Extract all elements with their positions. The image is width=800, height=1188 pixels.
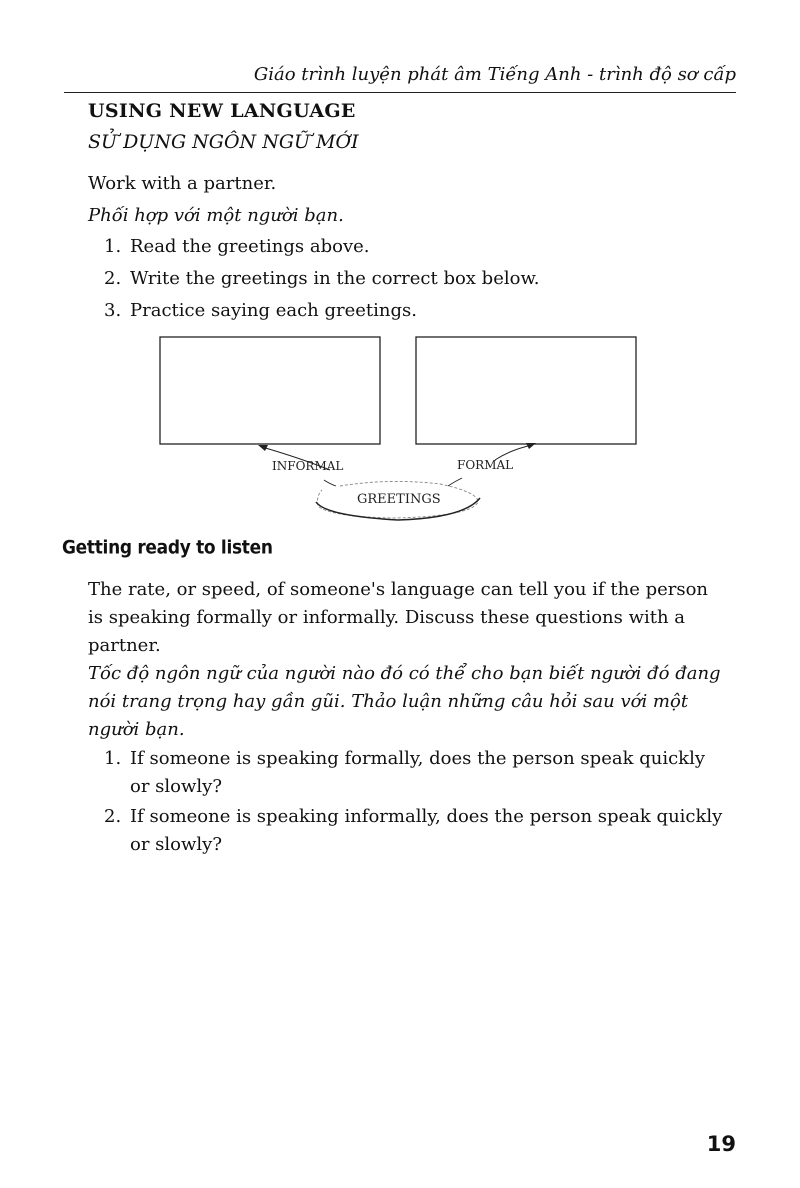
list-text: Practice saying each greetings. xyxy=(130,300,417,321)
page-number: 19 xyxy=(706,1132,736,1156)
greetings-label: GREETINGS xyxy=(357,492,441,507)
list-item xyxy=(104,265,539,293)
connector-right xyxy=(448,478,462,486)
question-line: or slowly? xyxy=(130,776,222,797)
list-item xyxy=(104,297,417,325)
informal-label: INFORMAL xyxy=(272,459,344,473)
formal-label: FORMAL xyxy=(457,458,514,472)
listen-paragraph-vi xyxy=(88,660,736,744)
paragraph-line: partner. xyxy=(88,635,161,656)
running-header: Giáo trình luyện phát âm Tiếng Anh - trình độ sơ cấp xyxy=(253,64,736,85)
informal-box xyxy=(160,337,380,444)
instruction: Work with a partner. xyxy=(88,173,277,194)
question-number: 2. xyxy=(104,806,122,827)
section-subtitle: SỬ DỤNG NGÔN NGỮ MỚI xyxy=(88,131,359,153)
section-heading-listen: Getting ready to listen xyxy=(62,537,273,559)
paragraph-line: nói trang trọng hay gần gũi. Thảo luận những câu hỏi sau với một xyxy=(88,691,689,712)
list-text: Write the greetings in the correct box below. xyxy=(130,268,540,289)
list-number: 2. xyxy=(104,268,122,289)
paragraph-line: Tốc độ ngôn ngữ của người nào đó có thể cho bạn biết người đó đang xyxy=(88,663,721,684)
listen-paragraph xyxy=(88,576,736,660)
connector-left xyxy=(324,480,336,486)
arrow-head-formal xyxy=(526,443,536,449)
list-item xyxy=(104,233,370,261)
question-item xyxy=(104,803,736,859)
question-line: If someone is speaking formally, does the person speak quickly xyxy=(130,748,705,769)
question-line: or slowly? xyxy=(130,834,222,855)
question-line: If someone is speaking informally, does the person speak quickly xyxy=(130,806,723,827)
instruction-vi: Phối hợp với một người bạn. xyxy=(88,205,344,226)
header-rule xyxy=(64,92,736,93)
arrow-head-informal xyxy=(258,445,268,451)
question-number: 1. xyxy=(104,748,122,769)
paragraph-line: The rate, or speed, of someone's language can tell you if the person xyxy=(88,579,709,600)
paragraph-line: is speaking formally or informally. Discuss these questions with a xyxy=(88,607,686,628)
list-text: Read the greetings above. xyxy=(130,236,370,257)
list-number: 3. xyxy=(104,300,122,321)
question-item xyxy=(104,745,736,801)
section-title: USING NEW LANGUAGE xyxy=(88,100,356,122)
formal-box xyxy=(416,337,636,444)
paragraph-line: người bạn. xyxy=(88,719,185,740)
list-number: 1. xyxy=(104,236,122,257)
greetings-diagram xyxy=(150,330,650,530)
